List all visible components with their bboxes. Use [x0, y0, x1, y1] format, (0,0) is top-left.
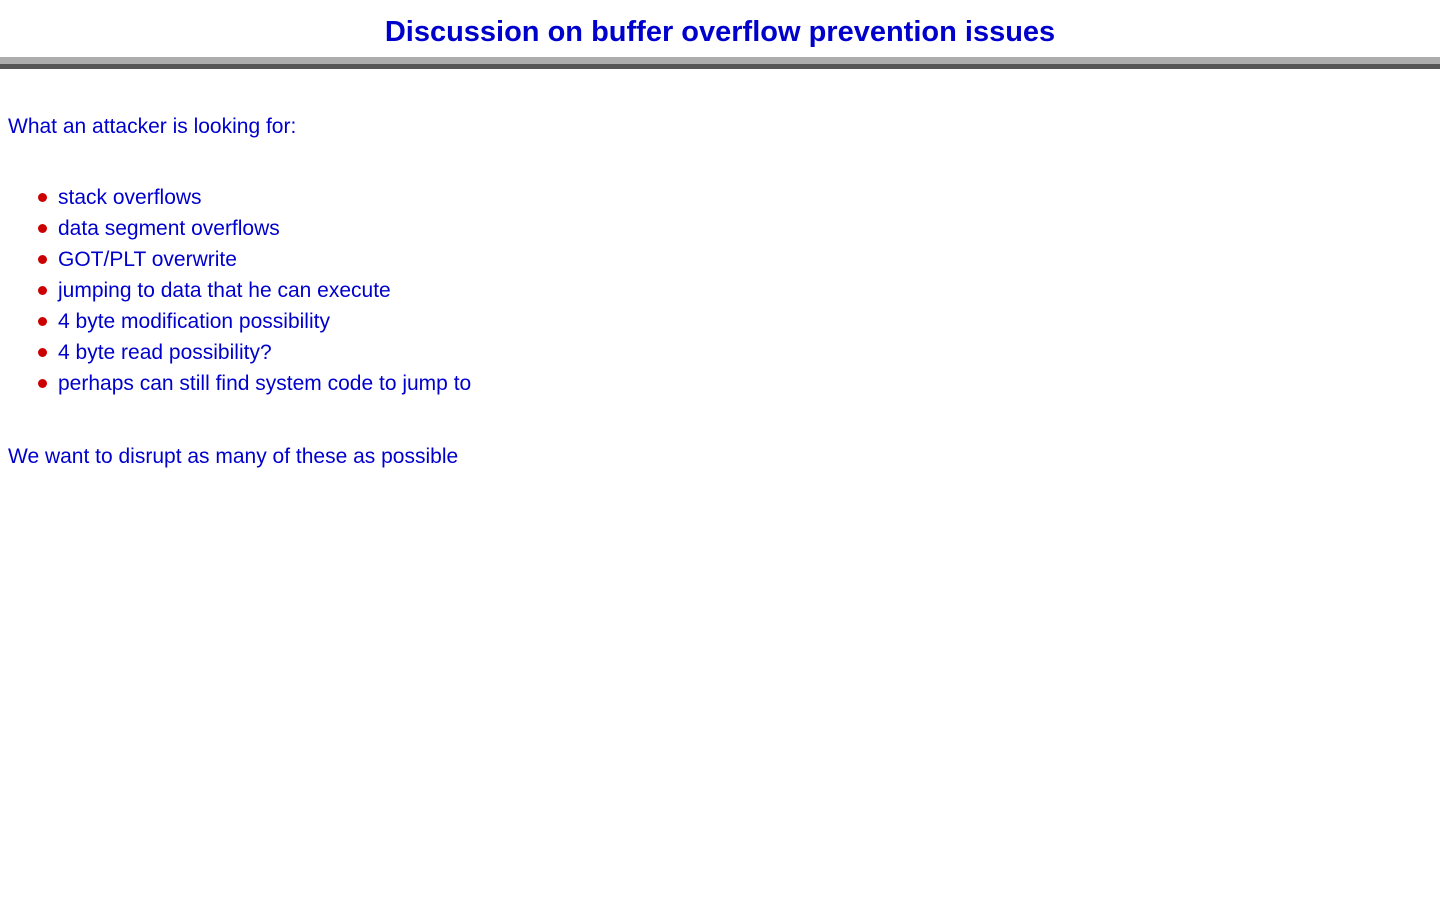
intro-text: What an attacker is looking for:	[8, 115, 297, 138]
list-item-label: perhaps can still find system code to jump to	[58, 371, 472, 395]
page-title: Discussion on buffer overflow prevention issues	[384, 16, 1056, 48]
list-item	[38, 213, 1440, 244]
bullet-dot-icon	[38, 348, 47, 357]
bullet-dot-icon	[38, 255, 47, 264]
list-item	[38, 306, 1440, 337]
separator-rule	[0, 57, 1440, 69]
bullet-dot-icon	[38, 193, 47, 202]
bullet-dot-icon	[38, 224, 47, 233]
separator-rule-light-band	[0, 57, 1440, 64]
slide-body	[0, 115, 1440, 469]
list-item	[38, 368, 1440, 399]
list-item-label: GOT/PLT overwrite	[58, 247, 237, 271]
conclusion-text: We want to disrupt as many of these as possible	[8, 445, 459, 468]
list-item-label: 4 byte read possibility?	[58, 340, 272, 364]
list-item	[38, 275, 1440, 306]
bullet-dot-icon	[38, 286, 47, 295]
list-item	[38, 244, 1440, 275]
list-item-label: jumping to data that he can execute	[58, 278, 391, 302]
bullet-dot-icon	[38, 379, 47, 388]
list-item	[38, 337, 1440, 368]
list-item-label: stack overflows	[58, 185, 202, 209]
attack-vector-list	[38, 182, 1440, 399]
separator-rule-dark-band	[0, 64, 1440, 69]
list-item-label: 4 byte modification possibility	[58, 309, 330, 333]
bullet-dot-icon	[38, 317, 47, 326]
list-item-label: data segment overflows	[58, 216, 280, 240]
list-item	[38, 182, 1440, 213]
slide-header	[0, 16, 1440, 49]
